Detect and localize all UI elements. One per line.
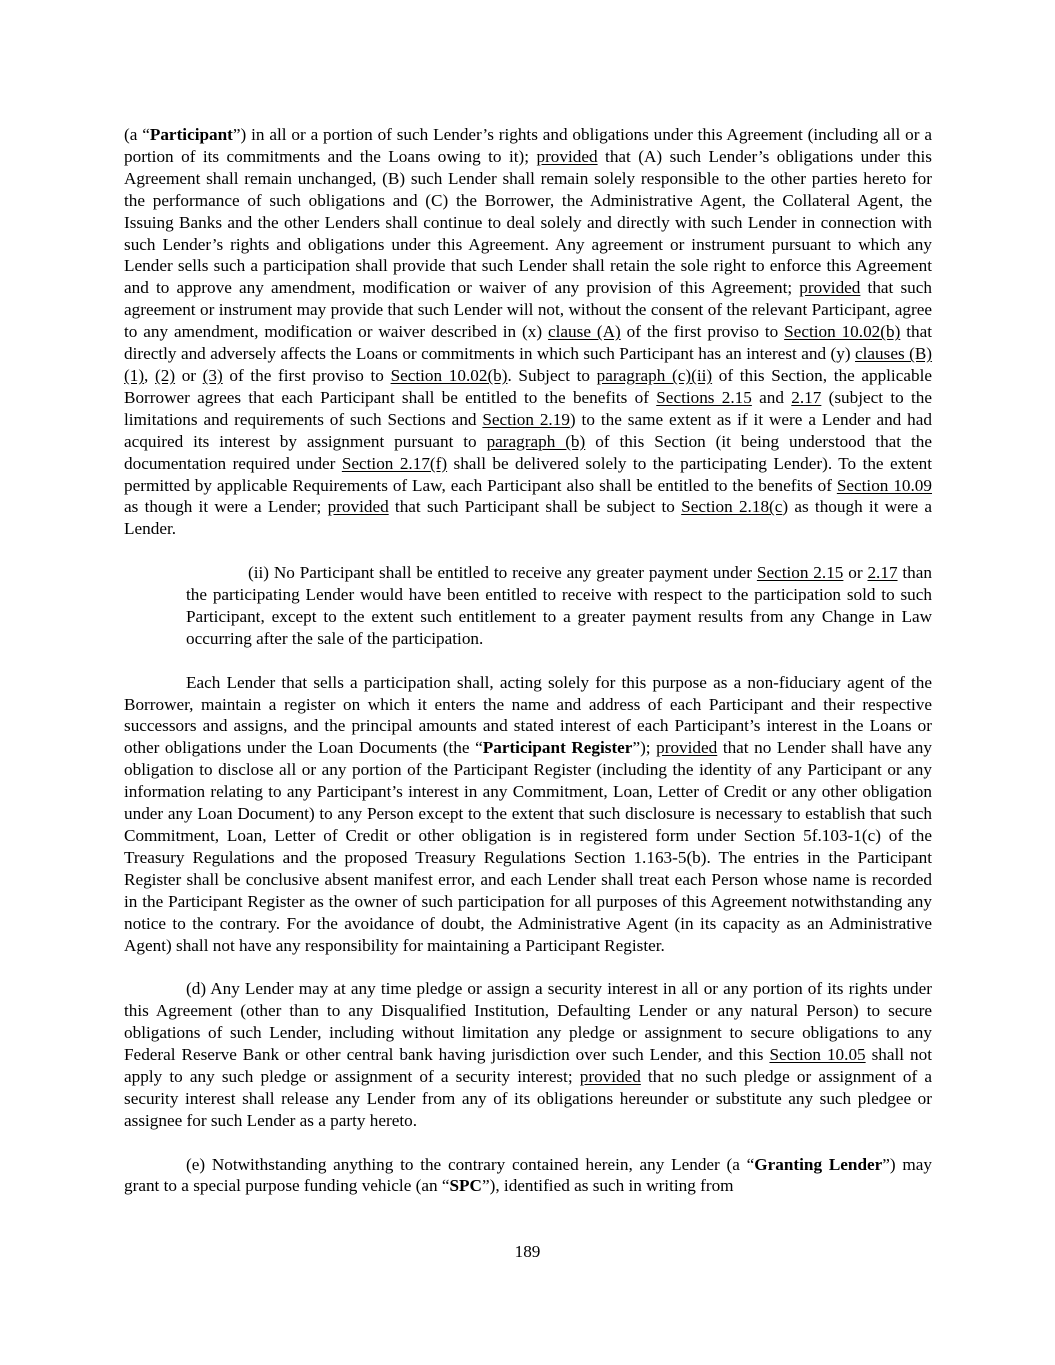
text-run: ) as though it were a Lender. [124,497,932,539]
defined-term: Participant Register [482,738,633,758]
cross-reference: Section 10.05 [769,1045,866,1065]
text-run: (e) Notwithstanding anything to the contrary contained herein, any Lender (a “ [186,1154,755,1174]
page-number: 189 [514,1242,541,1261]
text-run: (ii) No Participant shall be entitled to receive any greater payment under [248,563,757,583]
cross-reference: provided [579,1066,641,1086]
paragraph-spacer [124,540,932,562]
text-run: of the first proviso to [620,322,785,342]
cross-reference: provided [656,738,718,758]
text-run: (d) Any Lender may at any time pledge or assign a security interest in all or any portion of its rights under this Agreement (other than to any Disqualified Institution, Defaulting Lender or any natural Person) to secure obligations of such Lender, including without limitation any pledge or assignment to secure obligations to any Federal Reserve Bank or other central bank having jurisdiction over such Lender, and this [124,979,932,1065]
paragraph-participant-register [124,672,932,957]
cross-reference: provided [327,497,389,517]
paragraph-participant-definition [124,124,932,540]
cross-reference: paragraph (c)(ii) [596,365,713,385]
text-run: that such Participant shall be subject to [388,497,682,517]
text-run: ”); [632,738,657,758]
text-run: or [175,365,203,385]
text-run: and [751,387,792,407]
text-run: (subject to the limitations and requirements of such Sections and [124,387,932,429]
text-run: that (A) such Lender’s obligations under this Agreement shall remain unchanged, (B) such Lender shall remain solely responsible to the other parties hereto for the performance of such obligations and (C) the Borrower, the Administrative Agent, the Collateral Agent, the Issuing Banks and the other Lenders shall continue to deal solely and directly with such Lender in connection with such Lender’s rights and obligations under this Agreement. Any agreement or instrument pursuant to which any Lender sells such a participation shall provide that such Lender shall retain the sole right to enforce this Agreement and to approve any amendment, modification or waiver of any provision of this Agreement; [124,146,932,298]
paragraph-clause-d [124,978,932,1131]
text-run: of the first proviso to [222,365,391,385]
cross-reference: provided [536,146,598,166]
cross-reference: clause (A) [548,322,621,342]
text-run: shall be delivered solely to the participating Lender). To the extent permitted by applicable Requirements of Law, each Participant also shall be entitled to the benefits of [124,453,932,495]
text-run: ”), identified as such in writing from [481,1176,734,1196]
text-run: that no Lender shall have any obligation to disclose all or any portion of the Participant Register (including the identity of any Participant or any information relating to any Participant’s interest in any Commitment, Loan, Letter of Credit or any other obligation under any Loan Document) to any Person except to the extent that such disclosure is necessary to establish that such Commitment, Loan, Letter of Credit or other obligation is in registered form under Section 5f.103-1(c) of the Treasury Regulations and the proposed Treasury Regulations Section 1.163-5(b). The entries in the Participant Register shall be conclusive absent manifest error, and each Lender shall treat each Person whose name is recorded in the Participant Register as the owner of such participation for all purposes of this Agreement notwithstanding any notice to the contrary. For the avoidance of doubt, the Administrative Agent (in its capacity as an Administrative Agent) shall not have any responsibility for maintaining a Participant Register. [124,738,932,955]
cross-reference: (3) [202,365,223,385]
text-run: ”) may grant to a special purpose funding vehicle (an “ [124,1154,932,1196]
cross-reference: Section 2.17(f) [341,453,448,473]
text-run: (a “ [124,125,150,144]
cross-reference: 2.17 [867,563,898,583]
cross-reference: Section 2.18(c [681,497,783,517]
text-run: , [144,365,155,385]
cross-reference: (2) [155,365,176,385]
cross-reference: provided [799,278,861,298]
paragraph-clause-ii [186,562,932,650]
cross-reference: Section 10.02(b) [784,322,901,342]
text-run: or [843,563,868,583]
text-run: than the participating Lender would have been entitled to receive with respect to the participation sold to such Participant, except to the extent such entitlement to a greater payment results from any Change in Law occurring after the sale of the participation. [186,563,932,648]
text-run: that no such pledge or assignment of a security interest shall release any Lender from any of its obligations hereunder or substitute any such pledgee or assignee for such Lender as a party hereto. [124,1066,932,1130]
text-run: that such agreement or instrument may provide that such Lender will not, without the consent of the relevant Participant, agree to any amendment, modification or waiver described in (x) [124,278,932,342]
paragraph-spacer [124,650,932,672]
paragraph-clause-e [124,1154,932,1198]
text-run: of this Section, the applicable Borrower agrees that each Participant shall be entitled to the benefits of [124,365,932,407]
cross-reference: clauses (B)(1) [124,344,933,385]
text-run: ) to the same extent as if it were a Lender and had acquired its interest by assignment pursuant to [124,409,932,451]
cross-reference: paragraph (b) [486,431,586,451]
paragraph-spacer [124,1132,932,1154]
cross-reference: Section 2.19 [482,409,570,429]
text-run: shall not apply to any such pledge or assignment of a security interest; [124,1045,932,1086]
text-run: . Subject to [507,365,597,385]
text-run: as though it were a Lender; [124,497,328,517]
cross-reference: 2.17 [791,387,822,407]
document-page [124,124,932,1197]
cross-reference: Section 10.02(b) [390,365,508,385]
defined-term: Granting Lender [754,1154,883,1174]
text-run: that directly and adversely affects the Loans or commitments in which such Participant has an interest and (y) [124,322,932,364]
defined-term: Participant [149,125,233,144]
cross-reference: Sections 2.15 [656,387,752,407]
text-run: of this Section (it being understood that the documentation required under [124,431,933,473]
cross-reference: Section 2.15 [756,563,844,583]
cross-reference: Section 10.09 [836,475,932,495]
paragraph-spacer [124,956,932,978]
text-run: Each Lender that sells a participation shall, acting solely for this purpose as a non-fiduciary agent of the Borrower, maintain a register on which it enters the name and address of each Participant and their respective successors and assigns, and the principal amounts and stated interest of each Participant’s interest in the Loans or other obligations under the Loan Documents (the “ [124,672,932,758]
defined-term: SPC [449,1176,482,1196]
text-run: ”) in all or a portion of such Lender’s rights and obligations under this Agreement (including all or a portion of its commitments and the Loans owing to it); [124,125,932,166]
